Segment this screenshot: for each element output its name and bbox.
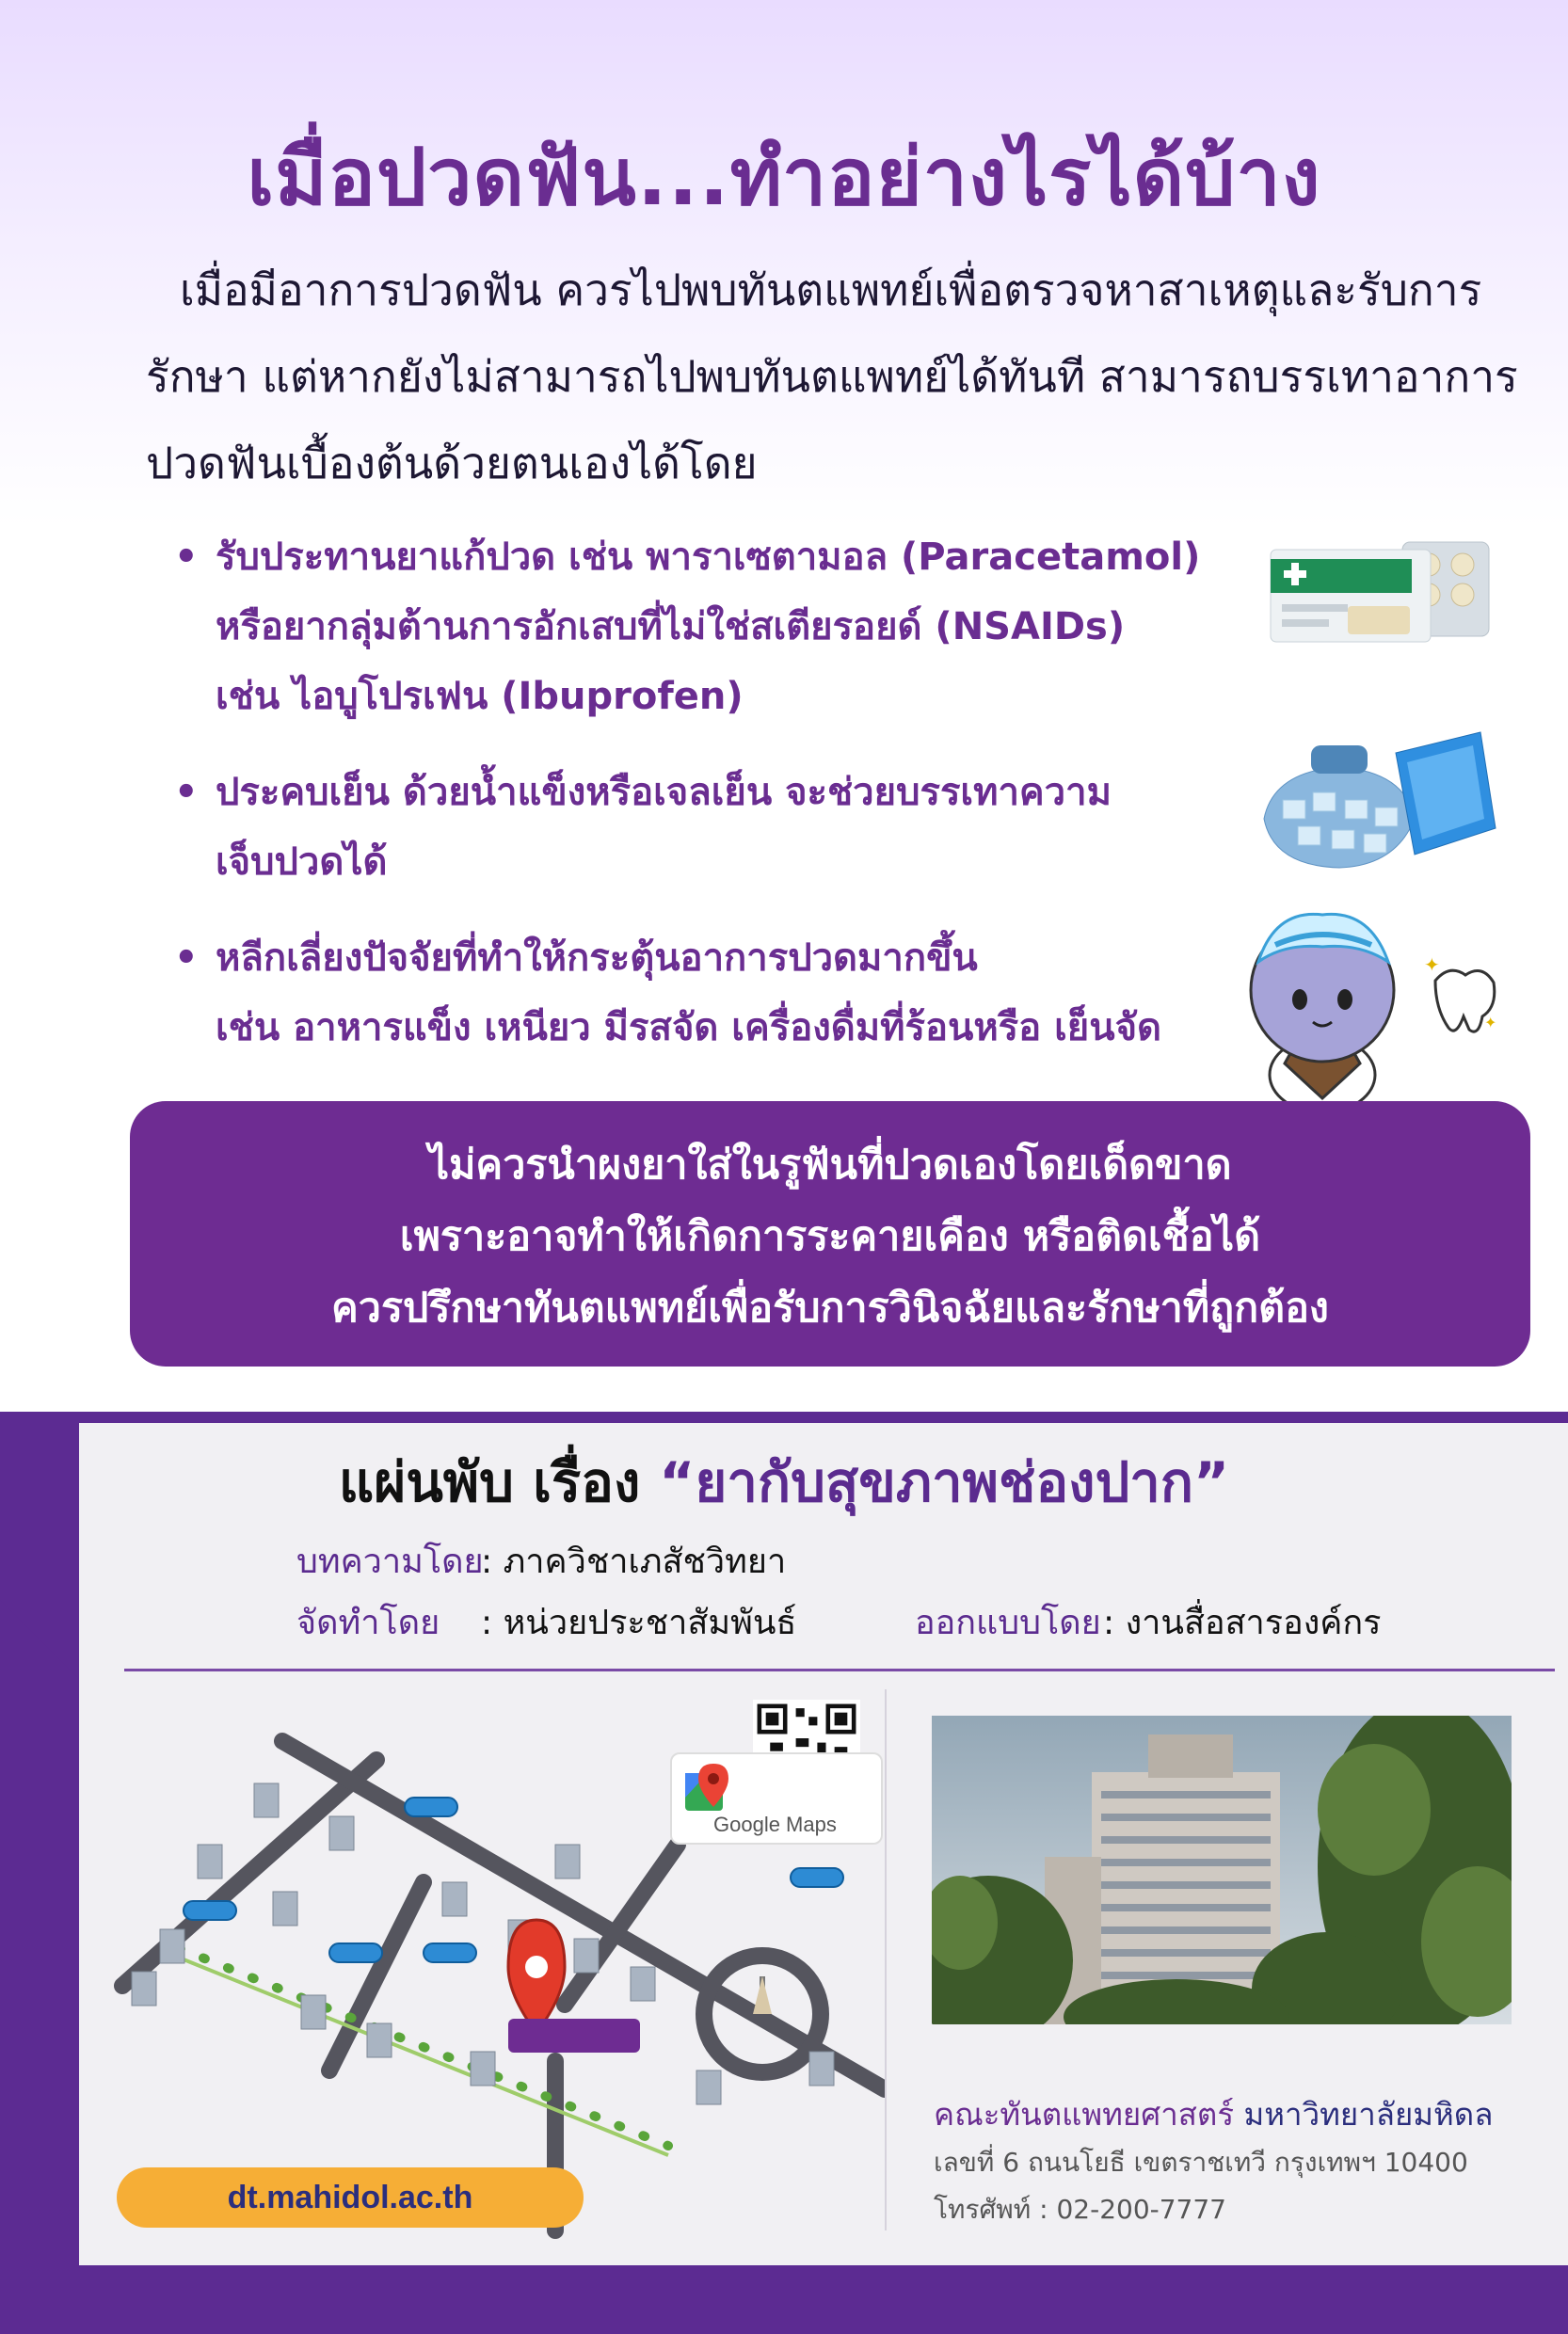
divider (885, 1689, 887, 2230)
ice-pack-icon (1255, 725, 1499, 875)
divider (124, 1669, 1555, 1671)
website-link[interactable]: dt.mahidol.ac.th (117, 2167, 584, 2228)
faculty-building-photo (932, 1716, 1512, 2024)
page-title: เมื่อปวดฟัน...ทำอย่างไรได้บ้าง (247, 131, 1321, 223)
intro-line: รักษา แต่หากยังไม่สามารถไปพบทันตแพทย์ได้ทันที สามารถบรรเทาอาการ (146, 351, 1518, 402)
phone-line: โทรศัพท์ : 02-200-7777 (934, 2194, 1226, 2225)
mascot-tooth-icon (1247, 905, 1501, 1103)
warning-box (130, 1101, 1530, 1367)
credit-article: บทความโดย: ภาควิชาเภสัชวิทยา (296, 1543, 787, 1581)
google-maps-badge[interactable] (670, 1752, 883, 1845)
svg-text:✦: ✦ (1484, 1014, 1497, 1031)
svg-text:✦: ✦ (1424, 953, 1440, 976)
credit-designed-by: ออกแบบโดย: งานสื่อสารองค์กร (915, 1604, 1382, 1642)
faculty-name: คณะทันตแพทยศาสตร์ มหาวิทยาลัยมหิดล (934, 2096, 1494, 2133)
tip-medicine: • รับประทานยาแก้ปวด เช่น พาราเซตามอล (Paracetamol) หรือยากลุ่มต้านการอักเสบที่ไม่ใช่สเตียรอยด์ (NSAIDs) เช่น ไอบูโปรเฟน (Ibuprofen) (174, 522, 1256, 731)
warning-line: ไม่ควรนำผงยาใส่ในรูฟันที่ปวดเองโดยเด็ดขาด (428, 1142, 1232, 1189)
intro-line: ปวดฟันเบื้องต้นด้วยตนเองได้โดย (146, 438, 758, 488)
intro-line: เมื่อมีอาการปวดฟัน ควรไปพบทันตแพทย์เพื่อตรวจหาสาเหตุและรับการ (180, 264, 1482, 315)
tip-cold-compress: • ประคบเย็น ด้วยน้ำแข็งหรือเจลเย็น จะช่วยบรรเทาความ เจ็บปวดได้ (174, 758, 1256, 897)
google-maps-label: Google Maps (713, 1813, 837, 1836)
intro-paragraph (146, 247, 1520, 506)
medicine-pack-icon (1261, 536, 1496, 649)
tips-list (174, 522, 1256, 1089)
warning-line: ควรปรึกษาทันตแพทย์เพื่อรับการวินิจฉัยและรักษาที่ถูกต้อง (331, 1285, 1329, 1332)
credit-made-by: จัดทำโดย : หน่วยประชาสัมพันธ์ (296, 1604, 797, 1642)
warning-line: เพราะอาจทำให้เกิดการระคายเคือง หรือติดเชื้อได้ (399, 1213, 1261, 1260)
leaflet-title: แผ่นพับ เรื่อง “ยากับสุขภาพช่องปาก” (338, 1450, 1230, 1514)
google-maps-icon (685, 1760, 742, 1814)
address-line: เลขที่ 6 ถนนโยธี เขตราชเทวี กรุงเทพฯ 10400 (934, 2147, 1468, 2178)
tip-avoid-triggers: • หลีกเลี่ยงปัจจัยที่ทำให้กระตุ้นอาการปวดมากขึ้น เช่น อาหารแข็ง เหนียว มีรสจัด เครื่องดื่มที่ร้อนหรือ เย็นจัด (174, 923, 1256, 1063)
